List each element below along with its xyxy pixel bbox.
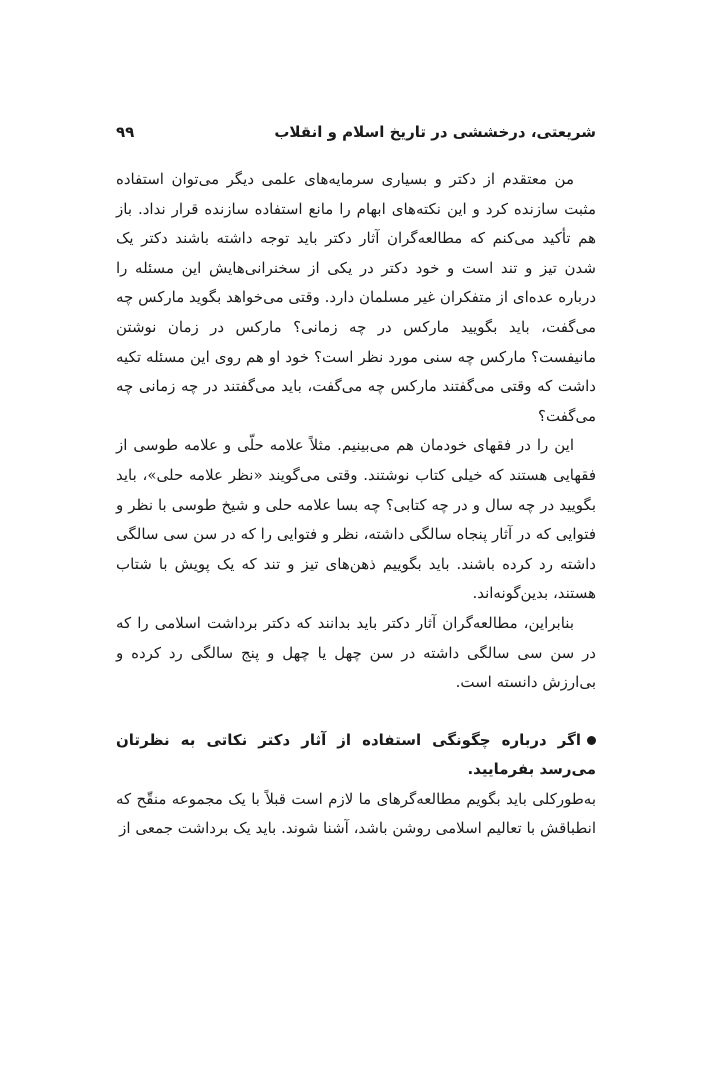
paragraph: این را در فقهای خودمان هم می‌بینیم. مثلاً علامه حلّی و علامه طوسی از فقهایی هستند که خیلی کتاب نوشتند. وقتی می‌گویند «نظر علامه حلی»، باید بگویید در چه سال و در چه کتابی؟ چه بسا علامه حلی و شیخ طوسی با نظر و فتوایی که در آثار پنجاه سالگی داشته، نظر و فتوایی را که در سن سی سالگی داشته رد کرده باشند. باید بگوییم ذهن‌های تیز و تند که یک پویش با شتاب هستند، بدین‌گونه‌اند. (116, 436, 596, 603)
paragraph: بنابراین، مطالعه‌گران آثار دکتر باید بدانند که دکتر برداشت اسلامی را که در سن سی سالگی داشته در سن چهل یا چهل و پنج سالگی رد کرده و بی‌ارزش دانسته است. (116, 613, 596, 692)
answer-paragraph: به‌طورکلی باید بگویم مطالعه‌گرهای ما لازم است قبلاً با یک مجموعه منقّح که انطباقش با تعالیم اسلامی روشن باشد، آشنا شوند. باید یک برداشت جمعی از (116, 789, 596, 838)
running-head-title: شریعتی، درخششی در تاریخ اسلام و انقلاب (274, 123, 596, 141)
body-text (116, 165, 596, 844)
paragraph: من معتقدم از دکتر و بسیاری سرمایه‌های علمی دیگر می‌توان استفاده مثبت سازنده کرد و این نکته‌های ابهام را مانع استفاده سازنده قرار نداد. باز هم تأکید می‌کنم که مطالعه‌گران آثار دکتر باید توجه داشته باشند دکتر یک شدن تیز و تند است و خود دکتر در یکی از سخنرانی‌هایش این مسئله را درباره عده‌ای از متفکران غیر مسلمان دارد. وقتی می‌خواهد بگوید مارکس چه می‌گفت، باید بگویید مارکس در چه زمانی؟ مارکس در زمان نوشتن مانیفست؟ مارکس چه سنی مورد نظر است؟ خود او هم روی این مسئله تکیه داشت که وقتی می‌گفتند مارکس چه می‌گفت، باید می‌گفتند در چه زمانی چه می‌گفت؟ (116, 170, 596, 425)
running-head (116, 120, 596, 144)
question-text: اگر درباره چگونگی استفاده از آثار دکتر نکاتی به نظرتان می‌رسد بفرمایید. (116, 730, 596, 779)
page-number: ۹۹ (116, 123, 135, 141)
bullet-icon (587, 736, 596, 745)
interview-question (116, 726, 596, 785)
section-gap (116, 698, 596, 726)
